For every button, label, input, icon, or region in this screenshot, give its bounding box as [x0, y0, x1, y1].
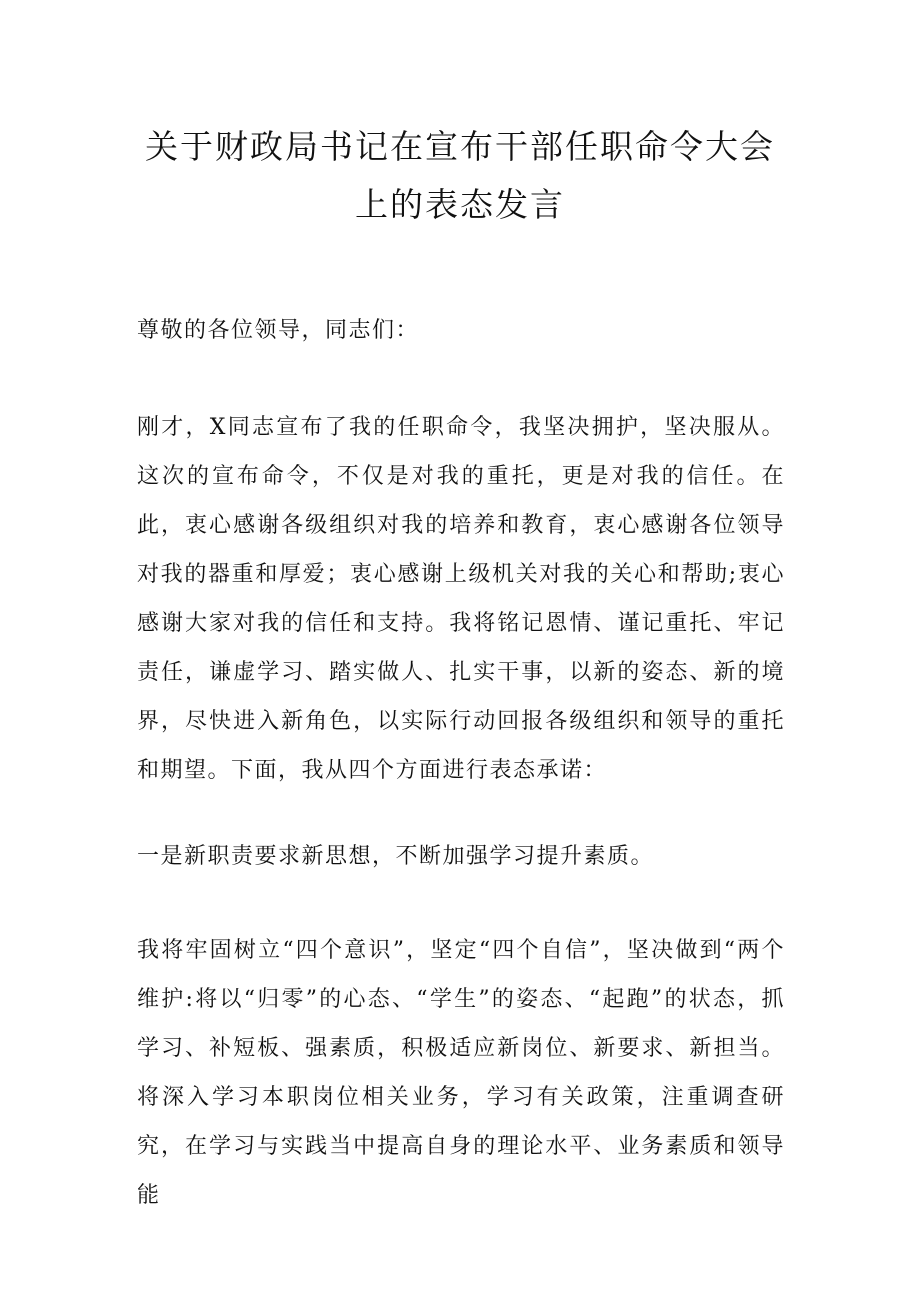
document-title: [120, 118, 800, 234]
paragraph-study: 我将牢固树立“四个意识”，坚定“四个自信”，坚决做到“两个维护:将以“归零”的心态、“学生”的姿态、“起跑”的状态，抓学习、补短板、强素质，积极适应新岗位、新要求、新担当。将深入学习本职岗位相关业务，学习有关政策，注重调查研究，在学习与实践当中提高自身的理论水平、业务素质和领导能: [137, 938, 785, 1208]
paragraph-opening: 刚才，X同志宣布了我的任职命令，我坚决拥护，坚决服从。这次的宣布命令，不仅是对我的重托，更是对我的信任。在此，衷心感谢各级组织对我的培养和教育，衷心感谢各位领导对我的器重和厚爱；衷心感谢上级机关对我的关心和帮助;衷心感谢大家对我的信任和支持。我将铭记恩情、谨记重托、牢记责任，谦虚学习、踏实做人、扎实干事，以新的姿态、新的境界，尽快进入新角色，以实际行动回报各级组织和领导的重托和期望。下面，我从四个方面进行表态承诺：: [137, 415, 785, 783]
paragraph-heading-one: 一是新职责要求新思想，不断加强学习提升素质。: [137, 844, 655, 869]
title-line-1: 关于财政局书记在宣布干部任职命令大会: [145, 127, 775, 166]
salutation: 尊敬的各位领导，同志们：: [137, 318, 420, 343]
title-line-2: 上的表态发言: [355, 185, 565, 224]
